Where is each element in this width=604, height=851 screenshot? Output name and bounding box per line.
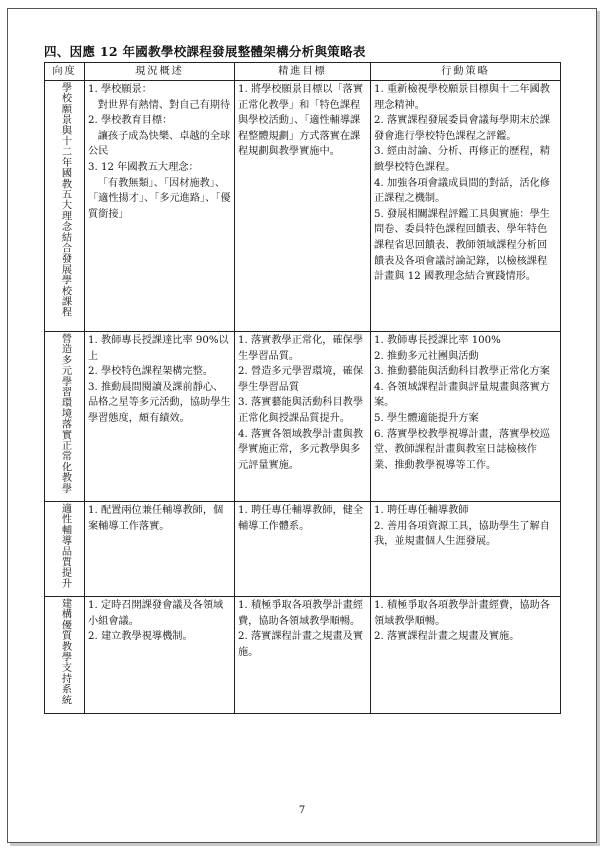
actions-item: 2. 落實課程計畫之規畫及實施。 — [374, 631, 520, 643]
goals-item: 2. 營造多元學習環境，確保學生學習品質 — [238, 366, 364, 393]
goals-item: 3. 落實藝能與活動科目教學正常化與授課品質提升。 — [238, 397, 364, 424]
actions-cell — [371, 81, 561, 332]
page-number: 7 — [298, 805, 306, 816]
goals-item: 1. 聘任專任輔導教師，健全輔導工作體系。 — [238, 505, 364, 532]
document-title: 四、因應 12 年國教學校課程發展整體架構分析與策略表 — [44, 44, 366, 59]
aspect-cell — [45, 502, 85, 597]
actions-item: 4. 各領域課程計畫與評量規畫與落實方案。 — [374, 381, 550, 409]
status-cell — [85, 597, 235, 714]
status-item: 2. 學校教育目標： — [88, 115, 173, 127]
table-body — [45, 81, 561, 714]
status-item: 3. 推動晨間閱讀及課前靜心、品格之星等多元活動，協助學生學習態度，頗有績效。 — [88, 381, 231, 424]
status-item: 1. 配置兩位兼任輔導教師，個案輔導工作落實。 — [88, 505, 224, 532]
goals-cell — [235, 81, 371, 332]
status-item: 2. 建立教學視導機制。 — [88, 631, 193, 643]
goals-item: 1. 將學校願景目標以「落實正常化教學」和「特色課程與學校活動」、「適性輔導課程整體規劃」方式落實在課程規劃與教學實施中。 — [238, 84, 364, 158]
status-item: 讓孩子成為快樂、卓越的全球公民 — [88, 130, 231, 158]
actions-item: 3. 經由討論、分析、再修正的歷程，精緻學校特色課程。 — [374, 146, 550, 173]
strategy-table — [44, 62, 561, 714]
actions-item: 2. 落實課程發展委員會議每學期末於課發會進行學校特色課程之評鑑。 — [374, 115, 550, 142]
status-cell — [85, 81, 235, 332]
status-cell — [85, 332, 235, 502]
status-item: 「有教無類」、「因材施教」、「適性揚才」、「多元進路」、「優質銜接」 — [88, 177, 231, 220]
goals-item: 4. 落實各領域教學計畫與教學實施正常，多元教學與多元評量實施。 — [238, 428, 364, 471]
goals-item: 1. 落實教學正常化，確保學生學習品質。 — [238, 335, 364, 362]
table-row — [45, 502, 561, 597]
status-item: 1. 教師專長授課達比率 90%以上 — [88, 335, 229, 362]
status-cell — [85, 502, 235, 597]
header-aspect: 向度 — [45, 63, 85, 81]
status-item: 2. 學校特色課程架構完整。 — [88, 366, 214, 378]
aspect-label: 建構優質教學支持系統 — [59, 598, 71, 706]
actions-item: 4. 加強各項會議成員間的對話，活化修正課程之機制。 — [374, 177, 550, 205]
goals-cell — [235, 332, 371, 502]
header-actions: 行動策略 — [371, 63, 561, 81]
aspect-label: 營造多元學習環境落實正常化教學 — [59, 333, 71, 494]
actions-item: 1. 積極爭取各項教學計畫經費，協助各領域教學順暢。 — [374, 600, 550, 627]
actions-item: 3. 推動藝能與活動科目教學正常化方案 — [374, 366, 550, 378]
header-goals: 精進目標 — [235, 63, 371, 81]
actions-item: 1. 聘任專任輔導教師 — [374, 505, 469, 517]
aspect-label: 學校願景與十二年國教五大理念結合發展學校課程 — [59, 82, 71, 318]
actions-item: 5. 發展相關課程評鑑工具與實施：學生問卷、委員特色課程回饋表、學年特色課程省思回饋表、教師領域課程分析回饋表及各項會議討論記錄，以檢核課程計畫與 12 國教理念結合實踐情形。 — [374, 208, 550, 283]
table-header-row — [45, 63, 561, 81]
table-row — [45, 81, 561, 332]
table-row — [45, 597, 561, 714]
table-row — [45, 332, 561, 502]
goals-cell — [235, 597, 371, 714]
aspect-label: 適性輔導品質提升 — [59, 503, 71, 589]
actions-cell — [371, 502, 561, 597]
actions-cell — [371, 332, 561, 502]
actions-item: 5. 學生體適能提升方案 — [374, 412, 479, 424]
goals-item: 2. 落實課程計畫之規畫及實施。 — [238, 631, 364, 659]
status-item: 1. 定時召開課發會議及各領域小組會議。 — [88, 600, 224, 627]
actions-item: 2. 推動多元社團與活動 — [374, 350, 479, 362]
status-item: 1. 學校願景： — [88, 84, 152, 95]
aspect-cell — [45, 81, 85, 332]
status-item: 對世界有熱情、對自己有期待 — [88, 99, 231, 111]
aspect-cell — [45, 332, 85, 502]
actions-item: 1. 教師專長授課比率 100% — [374, 335, 501, 346]
actions-item: 6. 落實學校教學視導計畫，落實學校巡堂、教師課程計畫與教室日誌檢核作業、推動教學視導等工作。 — [374, 428, 550, 471]
aspect-cell — [45, 597, 85, 714]
status-item: 3. 12 年國教五大理念： — [88, 161, 199, 173]
actions-item: 2. 善用各項資源工具，協助學生了解自我，並規畫個人生涯發展。 — [374, 520, 550, 548]
actions-item: 1. 重新檢視學校願景目標與十二年國教理念精神。 — [374, 84, 550, 111]
actions-cell — [371, 597, 561, 714]
goals-item: 1. 積極爭取各項教學計畫經費，協助各領域教學順暢。 — [238, 600, 364, 627]
header-status: 現況概述 — [85, 63, 235, 81]
goals-cell — [235, 502, 371, 597]
